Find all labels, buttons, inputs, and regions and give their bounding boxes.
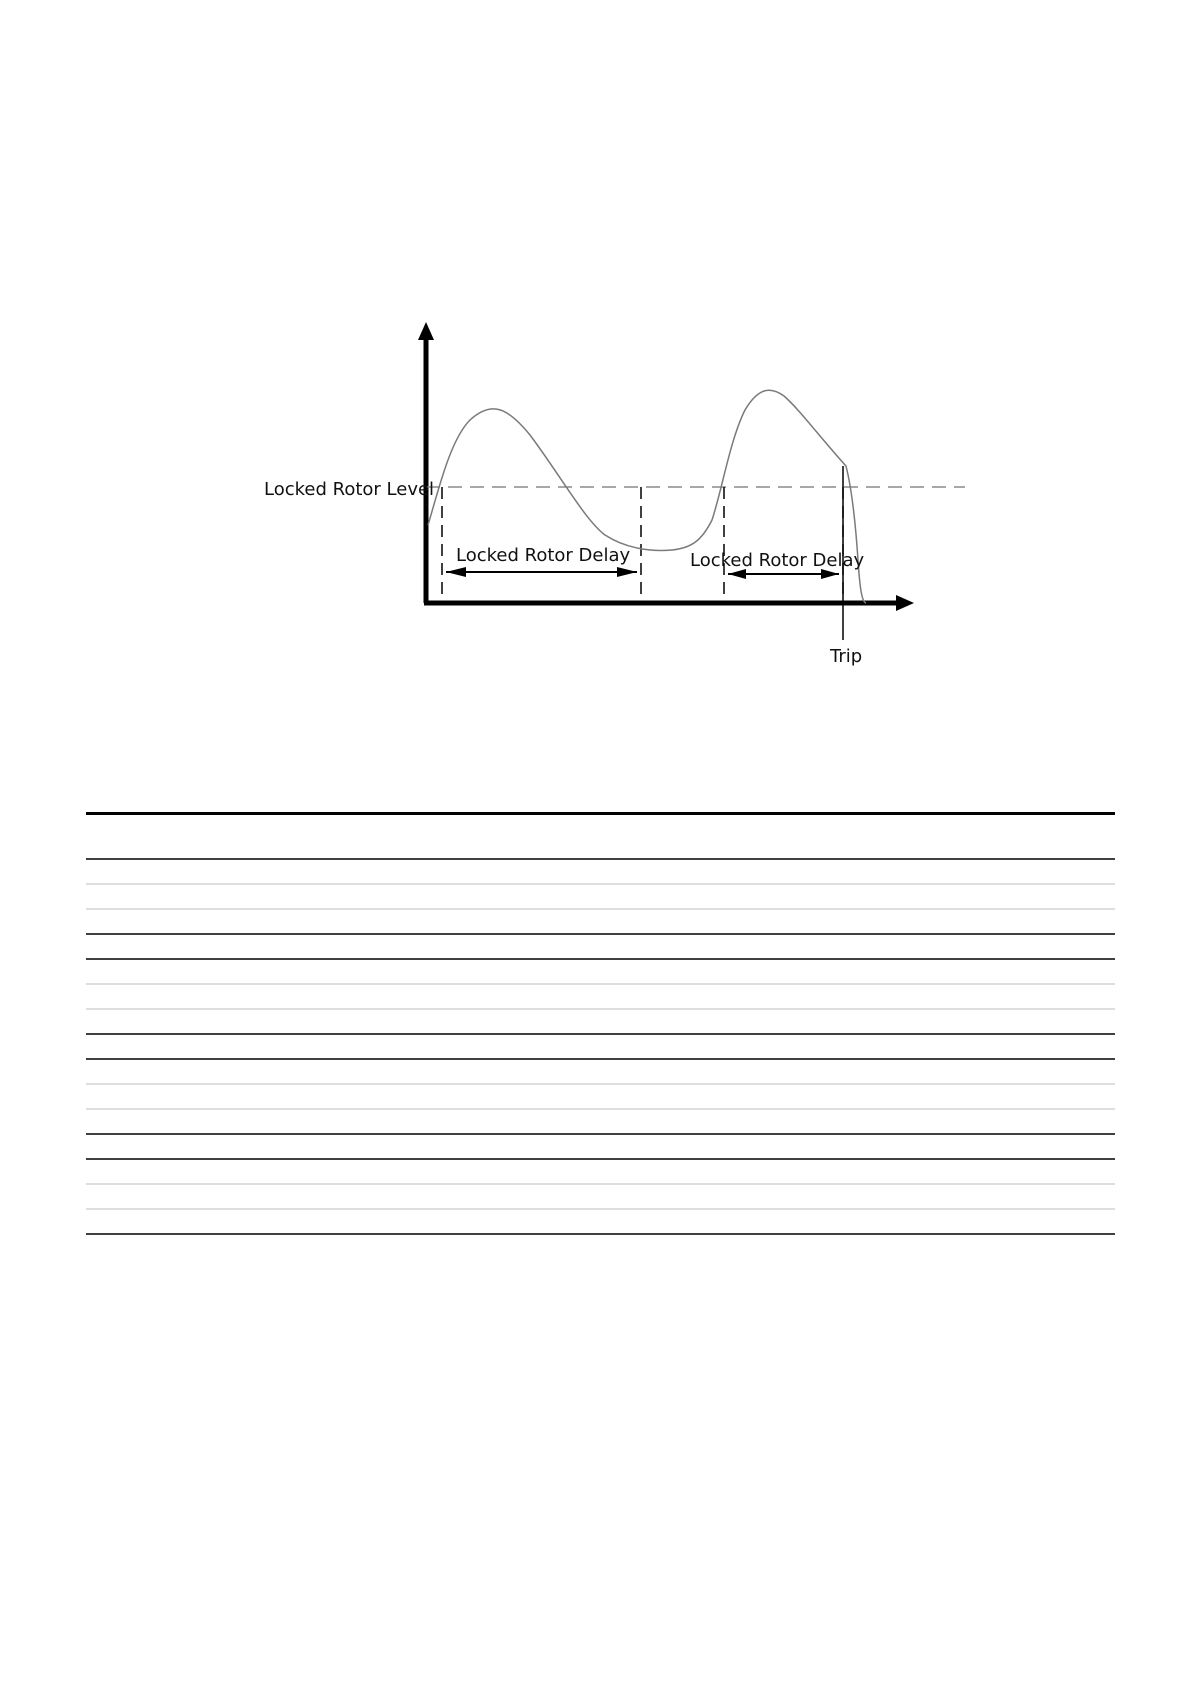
trip-label: Trip	[830, 646, 863, 667]
empty-ruled-table	[86, 812, 1115, 1242]
y-axis-arrow-icon	[418, 322, 434, 340]
locked-rotor-delay-label-1: Locked Rotor Delay	[456, 545, 631, 566]
locked-rotor-delay-label-2: Locked Rotor Delay	[690, 550, 865, 571]
locked-rotor-level-label: Locked Rotor Level	[264, 479, 435, 500]
delay-arrow-1	[446, 567, 637, 577]
arrow-left-icon	[446, 567, 466, 577]
x-axis-arrow-icon	[896, 595, 914, 611]
arrow-right-icon	[617, 567, 637, 577]
locked-rotor-diagram	[0, 0, 1191, 700]
